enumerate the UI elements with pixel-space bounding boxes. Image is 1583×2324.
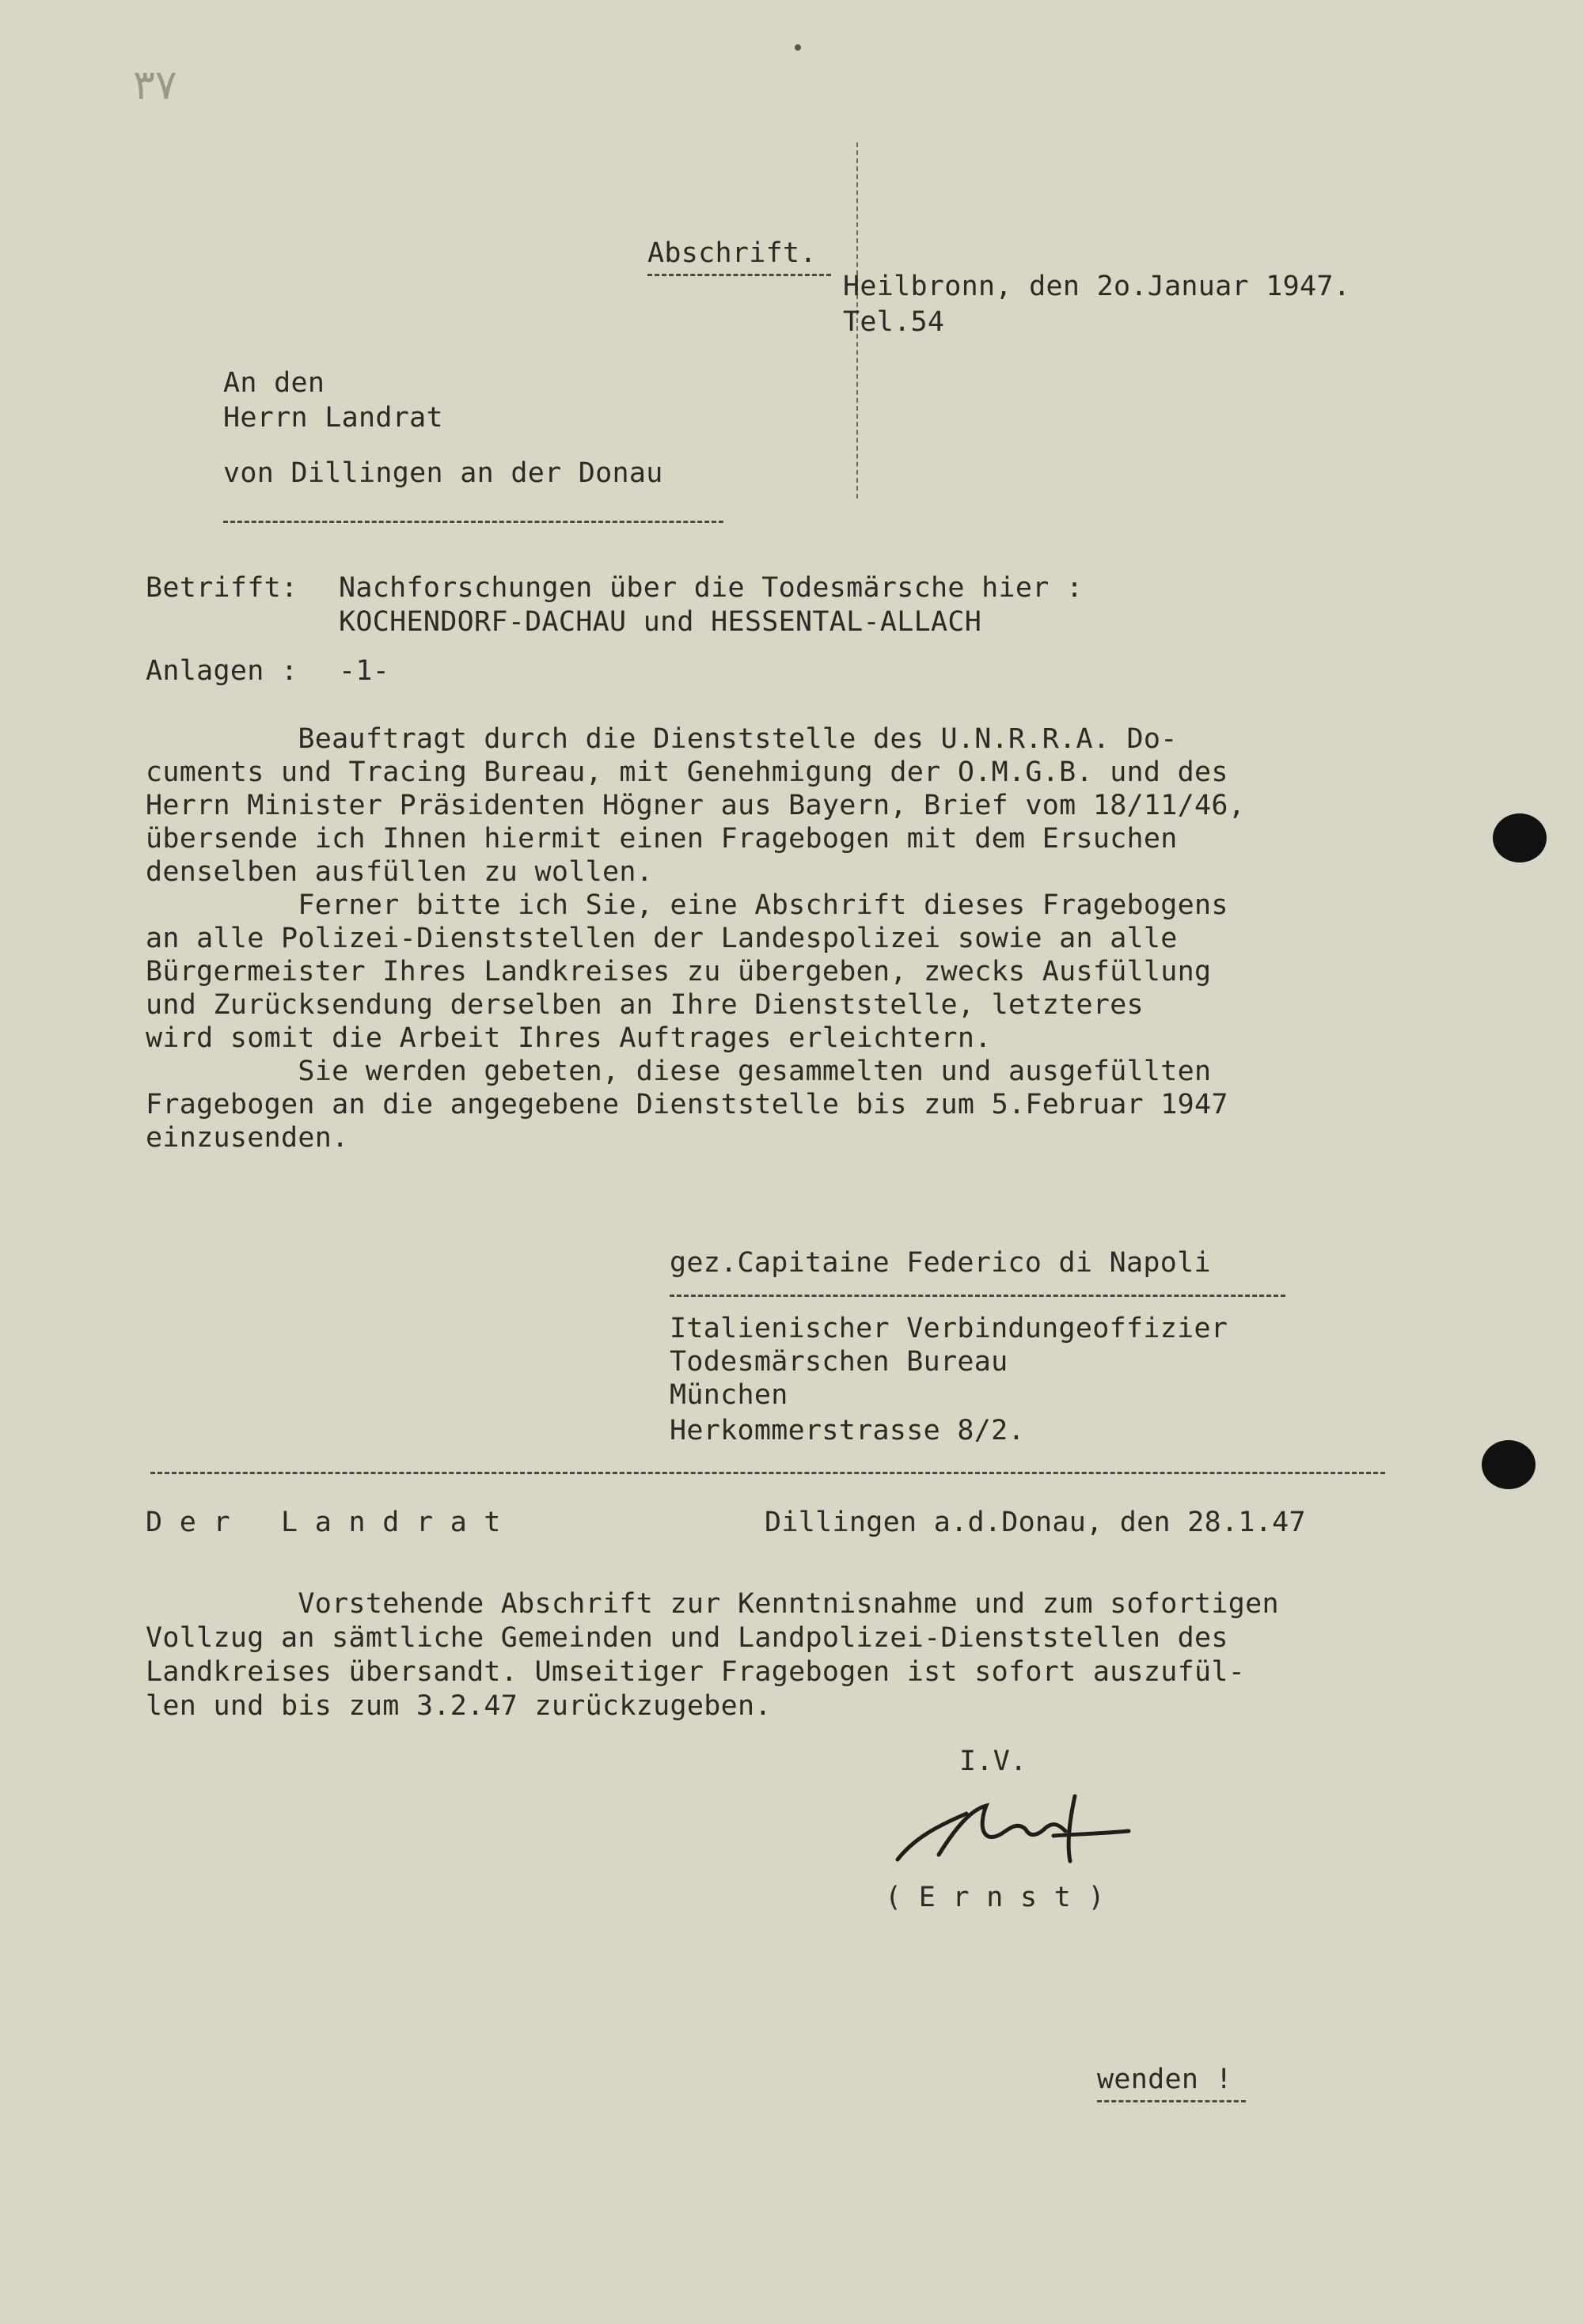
telephone: Tel.54 (843, 306, 945, 338)
recipient-line-1: An den (223, 367, 325, 399)
body-line-1: Beauftragt durch die Dienststelle des U.N.R.R.A. Do- (146, 723, 1178, 755)
body-line-2: cuments und Tracing Bureau, mit Genehmigung der O.M.G.B. und des (146, 756, 1228, 788)
page-number-mark: ٣٧ (133, 62, 177, 109)
officer-title: Italienischer Verbindungeoffizier (670, 1313, 1228, 1344)
body-line-10: wird somit die Arbeit Ihres Auftrages erleichtern. (146, 1022, 992, 1054)
signed-underline (670, 1295, 1285, 1297)
body-line-4: übersende ich Ihnen hiermit einen Fragebogen mit dem Ersuchen (146, 823, 1178, 855)
turn-over-underline (1097, 2100, 1246, 2102)
body-line-7: an alle Polizei-Dienststellen der Landespolizei sowie an alle (146, 923, 1178, 954)
subject-line-2: KOCHENDORF-DACHAU und HESSENTAL-ALLACH (339, 606, 982, 638)
ink-dot (795, 44, 801, 51)
city: München (670, 1379, 788, 1411)
recipient-line-2: Herrn Landrat (223, 402, 443, 434)
body-line-9: und Zurücksendung derselben an Ihre Dienststelle, letzteres (146, 989, 1144, 1021)
landrat-text-2: Vollzug an sämtliche Gemeinden und Landpolizei-Dienststellen des (146, 1622, 1228, 1654)
recipient-underline (223, 521, 723, 523)
turn-over-note: wenden ! (1097, 2064, 1232, 2095)
landrat-text-4: len und bis zum 3.2.47 zurückzugeben. (146, 1690, 772, 1722)
punch-hole-top (1493, 813, 1547, 862)
on-behalf-iv: I.V. (959, 1746, 1027, 1777)
body-line-5: denselben ausfüllen zu wollen. (146, 856, 654, 888)
landrat-text-1: Vorstehende Abschrift zur Kenntnisnahme und zum sofortigen (146, 1588, 1279, 1620)
document-title: Abschrift. (647, 237, 817, 269)
signed-by: gez.Capitaine Federico di Napoli (670, 1247, 1211, 1279)
subject-label: Betrifft: (146, 572, 298, 604)
landrat-text-3: Landkreises übersandt. Umseitiger Fragebogen ist sofort auszufül- (146, 1656, 1246, 1688)
bureau-name: Todesmärschen Bureau (670, 1346, 1008, 1378)
handwritten-signature (891, 1790, 1152, 1877)
recipient-line-3: von Dillingen an der Donau (223, 457, 663, 489)
section-divider (150, 1472, 1385, 1474)
body-line-11: Sie werden gebeten, diese gesammelten und ausgefüllten (146, 1056, 1212, 1087)
body-line-3: Herrn Minister Präsidenten Högner aus Bayern, Brief vom 18/11/46, (146, 790, 1246, 821)
body-line-6: Ferner bitte ich Sie, eine Abschrift dieses Fragebogens (146, 889, 1228, 921)
attachments-value: -1- (339, 655, 390, 687)
landrat-place-date: Dillingen a.d.Donau, den 28.1.47 (765, 1507, 1306, 1538)
title-underline (647, 274, 831, 276)
attachments-label: Anlagen : (146, 655, 298, 687)
body-line-12: Fragebogen an die angegebene Dienststelle bis zum 5.Februar 1947 (146, 1089, 1228, 1120)
signer-name: ( E r n s t ) (885, 1882, 1105, 1913)
punch-hole-bottom (1482, 1440, 1536, 1489)
body-line-13: einzusenden. (146, 1122, 349, 1154)
landrat-heading: D e r L a n d r a t (146, 1507, 501, 1538)
subject-line-1: Nachforschungen über die Todesmärsche hier : (339, 572, 1084, 604)
place-date: Heilbronn, den 2o.Januar 1947. (843, 271, 1351, 302)
body-line-8: Bürgermeister Ihres Landkreises zu übergeben, zwecks Ausfüllung (146, 956, 1212, 988)
street-address: Herkommerstrasse 8/2. (670, 1415, 1025, 1446)
